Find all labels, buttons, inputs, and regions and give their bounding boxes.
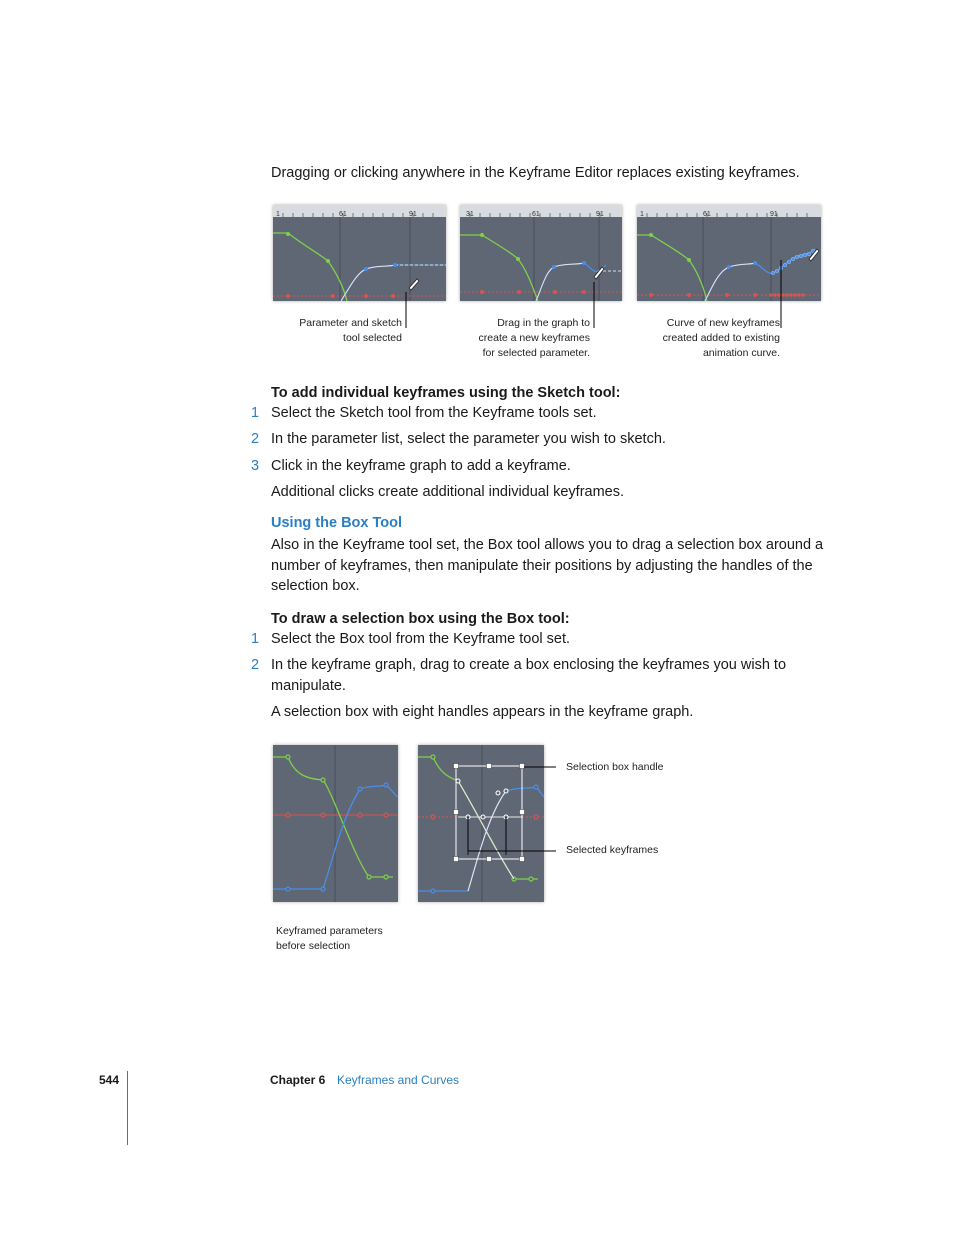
ruler-label: 1 bbox=[640, 211, 644, 218]
ruler-label: 91 bbox=[770, 211, 778, 218]
paragraph-line: number of keyframes, then manipulate their positions by adjusting the handles of the bbox=[271, 557, 813, 574]
caption-line: Curve of new keyframes bbox=[666, 317, 780, 329]
step-text: Click in the keyframe graph to add a keyframe. bbox=[271, 458, 571, 474]
step-number: 1 bbox=[251, 405, 260, 421]
caption-line: for selected parameter. bbox=[482, 347, 590, 359]
paragraph-line: Also in the Keyframe tool set, the Box tool allows you to drag a selection box around a bbox=[271, 537, 824, 553]
step-text: Select the Box tool from the Keyframe tool set. bbox=[271, 631, 571, 647]
ruler-label: 1 bbox=[276, 211, 280, 218]
step-line: manipulate. bbox=[271, 677, 346, 694]
caption-line: Keyframed parameters bbox=[276, 925, 383, 937]
step-number: 1 bbox=[251, 631, 260, 647]
label-selected-keyframes: Selected keyframes bbox=[566, 844, 659, 856]
footer-chapter: Chapter 6 bbox=[270, 1073, 326, 1087]
paragraph-line: selection box. bbox=[271, 578, 360, 594]
caption-line: Drag in the graph to bbox=[497, 317, 590, 329]
box-note: A selection box with eight handles appears in the keyframe graph. bbox=[271, 704, 694, 720]
intro-sentence: Dragging or clicking anywhere in the Keyframe Editor replaces existing keyframes. bbox=[271, 165, 800, 181]
sketch-note: Additional clicks create additional individual keyframes. bbox=[271, 484, 625, 500]
step-number: 2 bbox=[251, 657, 260, 673]
box-heading: To draw a selection box using the Box tool: bbox=[271, 611, 570, 627]
caption-before-selection bbox=[276, 924, 383, 954]
ruler-label: 61 bbox=[703, 211, 711, 218]
step-text: Select the Sketch tool from the Keyframe tools set. bbox=[271, 405, 597, 421]
section-title: Using the Box Tool bbox=[271, 515, 403, 531]
step-number: 2 bbox=[251, 431, 260, 447]
caption-line: create a new keyframes bbox=[478, 332, 590, 344]
caption-line: Parameter and sketch bbox=[299, 317, 402, 329]
caption-line: tool selected bbox=[343, 332, 402, 344]
ruler-label: 31 bbox=[466, 211, 474, 218]
footer-chapter-title[interactable]: Keyframes and Curves bbox=[337, 1073, 460, 1087]
sketch-heading: To add individual keyframes using the Sketch tool: bbox=[271, 385, 621, 401]
label-selection-box-handle: Selection box handle bbox=[566, 761, 664, 773]
step-number: 3 bbox=[251, 458, 260, 474]
step-line: In the keyframe graph, drag to create a box enclosing the keyframes you wish to bbox=[271, 657, 787, 673]
ruler-label: 91 bbox=[596, 211, 604, 218]
ruler-label: 61 bbox=[532, 211, 540, 218]
step-text: In the parameter list, select the parameter you wish to sketch. bbox=[271, 431, 666, 447]
ruler-label: 91 bbox=[409, 211, 417, 218]
caption-line: animation curve. bbox=[702, 347, 780, 359]
ruler-label: 61 bbox=[339, 211, 347, 218]
page-number: 544 bbox=[99, 1073, 120, 1087]
footer-rule bbox=[127, 1071, 128, 1145]
caption-line: created added to existing bbox=[662, 332, 780, 344]
caption-line: before selection bbox=[276, 940, 351, 952]
